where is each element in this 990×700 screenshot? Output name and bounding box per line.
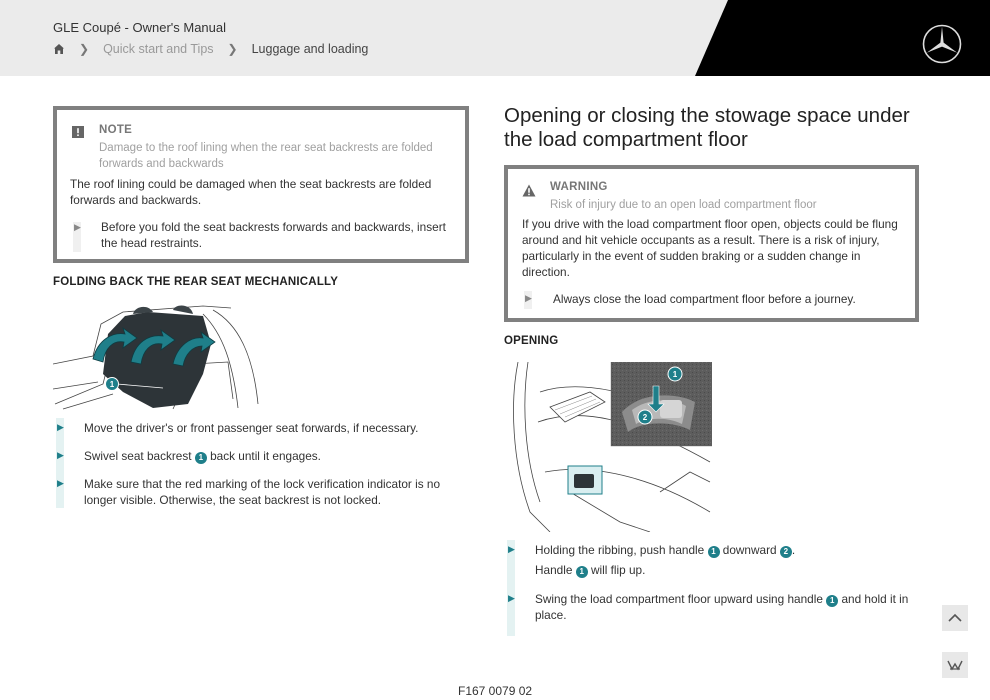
page-title: Opening or closing the stowage space under the load compartment floor (504, 104, 910, 151)
right-step-2 (535, 591, 925, 623)
callout-number: 1 (826, 595, 838, 607)
manual-title: GLE Coupé - Owner's Manual (53, 20, 227, 35)
callout-floor-2: 2 (642, 413, 648, 422)
warning-box (504, 165, 919, 322)
header-black-panel (0, 0, 990, 76)
callout-number: 1 (195, 452, 207, 464)
figure-code: F167 0079 02 (458, 684, 533, 698)
note-step: Before you fold the seat backrests forwards and backwards, insert the head restraints. (101, 220, 446, 250)
warning-label: WARNING (550, 181, 608, 193)
note-subtitle: Damage to the roof lining when the rear seat backrests are folded forwards and backwards (99, 142, 433, 170)
step-arrow-icon: ▶ (74, 222, 81, 232)
note-body: The roof lining could be damaged when the seat backrests are folded forwards and backwards. (70, 177, 432, 207)
rear-seat-illustration (53, 304, 260, 410)
left-step-3: Make sure that the red marking of the lock verification indicator is no longer visible. Otherwise, the seat backrest is not locked. (84, 477, 441, 507)
right-step-1-text-d: Handle (535, 563, 573, 577)
right-step-1-text-b: downward (722, 543, 777, 557)
home-icon[interactable] (53, 43, 65, 55)
load-compartment-illustration (510, 362, 712, 532)
vehicle-button[interactable] (942, 652, 968, 678)
chevron-right-icon: ❯ (227, 42, 238, 56)
scroll-top-button[interactable] (942, 605, 968, 631)
right-step-1 (535, 542, 925, 558)
callout-number: 1 (576, 566, 588, 578)
breadcrumb-link-quick-start[interactable]: Quick start and Tips (103, 42, 214, 56)
callout-floor-1: 1 (672, 370, 678, 379)
callout-number: 2 (780, 546, 792, 558)
right-step-2-text-a: Swing the load compartment floor upward using handle (535, 592, 823, 606)
warning-body: If you drive with the load compartment floor open, objects could be flung around and hit vehicle occupants as a result. There is a risk of injury, particularly in the event of sudden braking or a sudden change in direction. (522, 217, 898, 279)
note-label: NOTE (99, 124, 133, 136)
right-step-1-result (535, 562, 925, 578)
left-step-1: Move the driver's or front passenger seat forwards, if necessary. (84, 421, 419, 435)
note-box (53, 106, 469, 263)
vehicle-icon (947, 658, 963, 672)
breadcrumb (53, 42, 368, 56)
right-step-1-text-e: will flip up. (590, 563, 646, 577)
step-arrow-icon: ▶ (57, 478, 64, 488)
note-icon (72, 126, 84, 138)
left-step-2-text-a: Swivel seat backrest (84, 449, 192, 463)
header-bar (0, 0, 990, 76)
mercedes-star-logo[interactable] (921, 23, 963, 65)
callout-seat-1: 1 (109, 380, 115, 389)
chevron-right-icon: ❯ (79, 42, 90, 56)
right-step-1-text-a: Holding the ribbing, push handle (535, 543, 705, 557)
right-step-2-text-b: and hold it in place. (535, 592, 909, 622)
step-arrow-icon: ▶ (525, 293, 532, 303)
step-arrow-icon: ▶ (57, 422, 64, 432)
section-heading-opening: OPENING (504, 335, 559, 347)
step-arrow-icon: ▶ (508, 544, 515, 554)
warning-subtitle: Risk of injury due to an open load compartment floor (550, 199, 817, 211)
warning-step: Always close the load compartment floor before a journey. (553, 292, 856, 306)
breadcrumb-current: Luggage and loading (251, 42, 369, 56)
left-step-2-text-b: back until it engages. (210, 449, 321, 463)
step-arrow-icon: ▶ (57, 450, 64, 460)
right-step-1-text-c: . (791, 543, 796, 557)
section-heading-folding: FOLDING BACK THE REAR SEAT MECHANICALLY (53, 276, 339, 288)
left-step-2 (84, 448, 464, 464)
chevron-up-icon (948, 613, 962, 623)
step-arrow-icon: ▶ (508, 593, 515, 603)
warning-triangle-icon (522, 184, 536, 197)
callout-number: 1 (708, 546, 720, 558)
